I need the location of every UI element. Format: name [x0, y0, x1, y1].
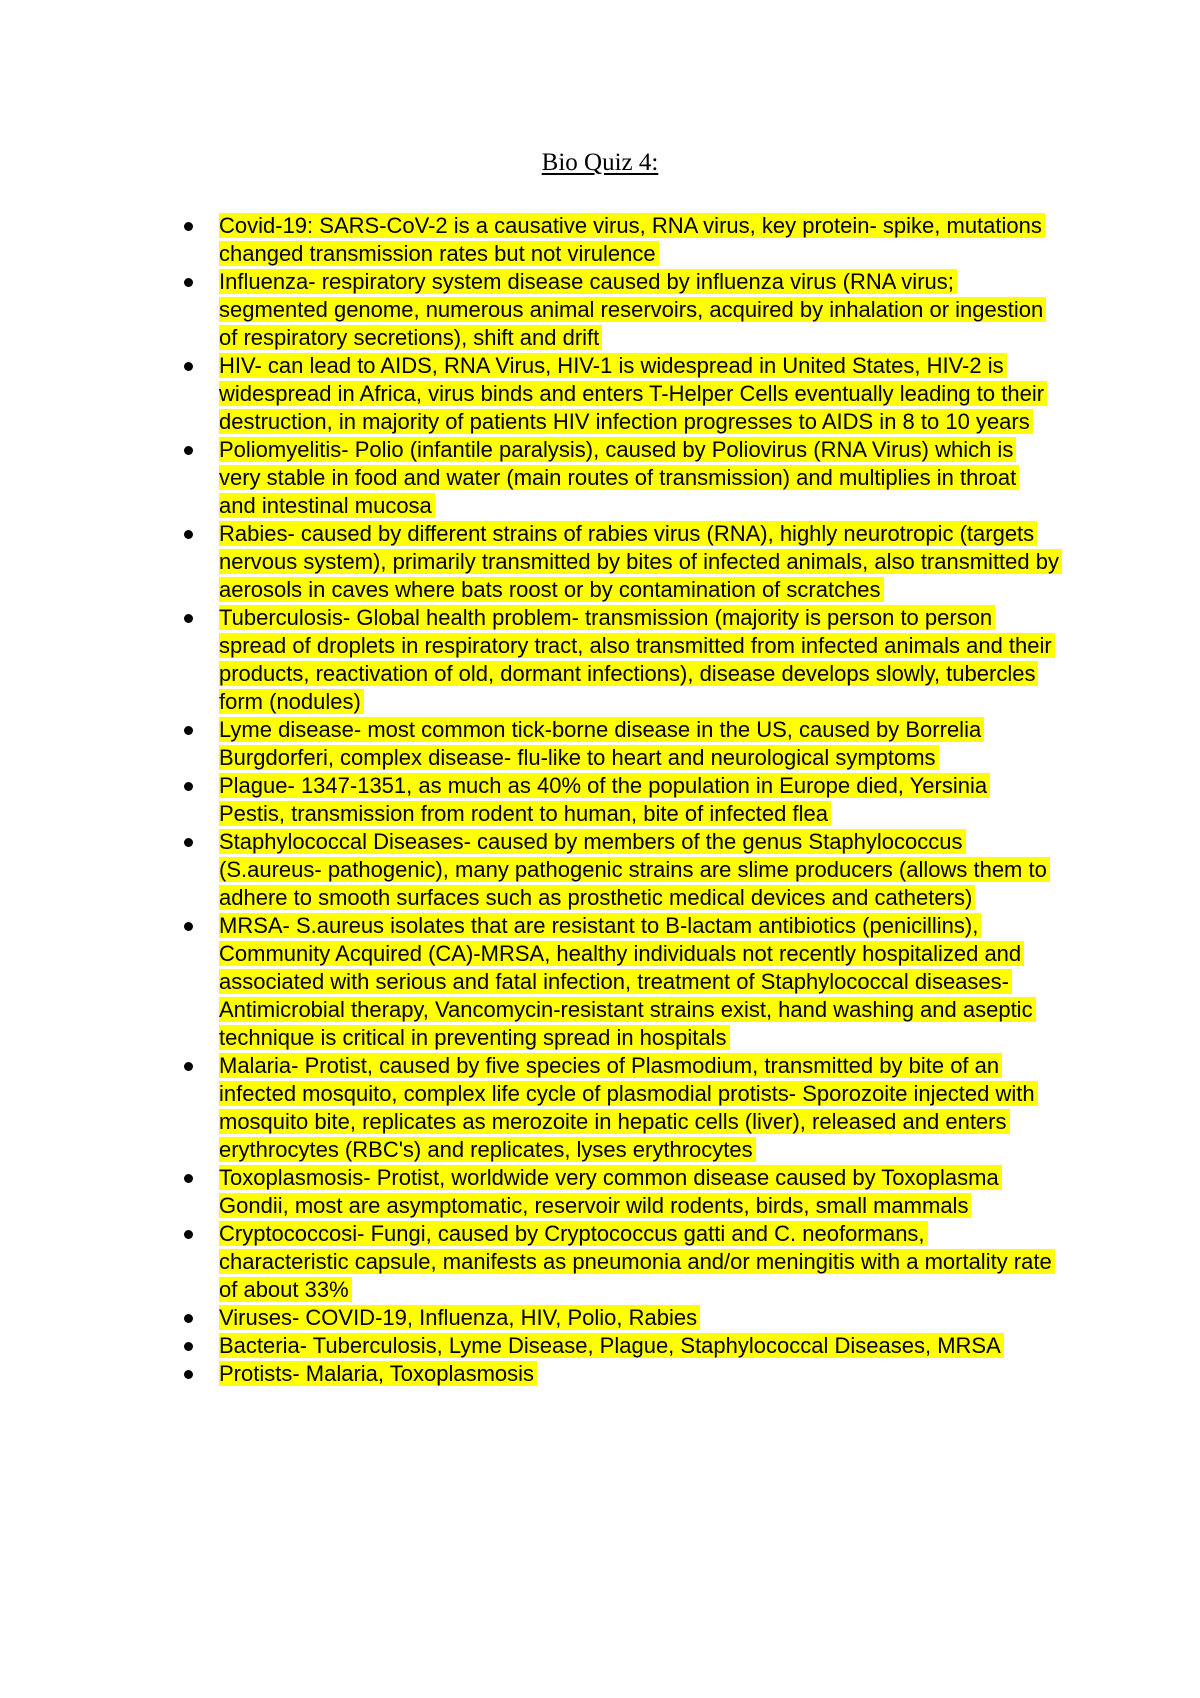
list-item-text: Influenza- respiratory system disease caused by influenza virus (RNA virus; segmented genome, numerous animal reservoirs, acquired by inhalation or ingestion of respiratory secretions), shift and drift — [219, 269, 1046, 350]
list-item-text: Cryptococcosi- Fungi, caused by Cryptococcus gatti and C. neoformans, characteristic capsule, manifests as pneumonia and/or meningitis with a mortality rate of about 33% — [219, 1221, 1055, 1302]
list-item — [0, 1220, 1059, 1304]
bullet-dot-icon — [184, 1230, 193, 1239]
bullet-dot-icon — [184, 614, 193, 623]
list-item-text: Malaria- Protist, caused by five species of Plasmodium, transmitted by bite of an infected mosquito, complex life cycle of plasmodial protists- Sporozoite injected with mosquito bite, replicates as merozoite in hepatic cells (liver), released and enters erythrocytes (RBC's) and replicates, lyses erythrocytes — [219, 1053, 1038, 1162]
bullet-dot-icon — [184, 530, 193, 539]
document-title: Bio Quiz 4: — [541, 149, 659, 176]
bullet-dot-icon — [184, 222, 193, 231]
bullet-dot-icon — [184, 362, 193, 371]
bullet-dot-icon — [184, 446, 193, 455]
list-item-text: Staphylococcal Diseases- caused by members of the genus Staphylococcus (S.aureus- pathogenic), many pathogenic strains are slime producers (allows them to adhere to smooth surfaces such as prosthetic medical devices and catheters) — [219, 829, 1050, 910]
list-item — [0, 212, 1059, 268]
list-item-text: Protists- Malaria, Toxoplasmosis — [219, 1361, 537, 1386]
bullet-list — [0, 212, 1200, 1388]
list-item — [0, 1304, 1059, 1332]
bullet-dot-icon — [184, 1370, 193, 1379]
bullet-dot-icon — [184, 1314, 193, 1323]
list-item — [0, 716, 1059, 772]
list-item-text: Poliomyelitis- Polio (infantile paralysis), caused by Poliovirus (RNA Virus) which is very stable in food and water (main routes of transmission) and multiplies in throat and intestinal mucosa — [219, 437, 1019, 518]
list-item — [0, 352, 1059, 436]
bullet-dot-icon — [184, 1174, 193, 1183]
list-item — [0, 1332, 1059, 1360]
list-item — [0, 1360, 1059, 1388]
list-item-text: Rabies- caused by different strains of rabies virus (RNA), highly neurotropic (targets nervous system), primarily transmitted by bites of infected animals, also transmitted by aerosols in caves where bats roost or by contamination of scratches — [219, 521, 1062, 602]
list-item-text: Tuberculosis- Global health problem- transmission (majority is person to person spread of droplets in respiratory tract, also transmitted from infected animals and their products, reactivation of old, dormant infections), disease develops slowly, tubercles form (nodules) — [219, 605, 1055, 714]
bullet-dot-icon — [184, 782, 193, 791]
list-item-text: Toxoplasmosis- Protist, worldwide very common disease caused by Toxoplasma Gondii, most are asymptomatic, reservoir wild rodents, birds, small mammals — [219, 1165, 1002, 1218]
list-item-text: Viruses- COVID-19, Influenza, HIV, Polio, Rabies — [219, 1305, 700, 1330]
list-item-text: Covid-19: SARS-CoV-2 is a causative virus, RNA virus, key protein- spike, mutations changed transmission rates but not virulence — [219, 213, 1045, 266]
list-item — [0, 1052, 1059, 1164]
list-item-text: Plague- 1347-1351, as much as 40% of the population in Europe died, Yersinia Pestis, transmission from rodent to human, bite of infected flea — [219, 773, 990, 826]
bullet-dot-icon — [184, 1342, 193, 1351]
bullet-dot-icon — [184, 838, 193, 847]
list-item — [0, 436, 1059, 520]
list-item-text: MRSA- S.aureus isolates that are resistant to B-lactam antibiotics (penicillins), Community Acquired (CA)-MRSA, healthy individuals not recently hospitalized and associated with serious and fatal infection, treatment of Staphylococcal diseases- Antimicrobial therapy, Vancomycin-resistant strains exist, hand washing and aseptic technique is critical in preventing spread in hospitals — [219, 913, 1036, 1050]
list-item — [0, 912, 1059, 1052]
list-item-text: HIV- can lead to AIDS, RNA Virus, HIV-1 is widespread in United States, HIV-2 is widespread in Africa, virus binds and enters T-Helper Cells eventually leading to their destruction, in majority of patients HIV infection progresses to AIDS in 8 to 10 years — [219, 353, 1047, 434]
bullet-dot-icon — [184, 278, 193, 287]
bullet-dot-icon — [184, 726, 193, 735]
list-item — [0, 268, 1059, 352]
list-item — [0, 772, 1059, 828]
list-item — [0, 604, 1059, 716]
bullet-dot-icon — [184, 922, 193, 931]
list-item — [0, 828, 1059, 912]
list-item-text: Lyme disease- most common tick-borne disease in the US, caused by Borrelia Burgdorferi, complex disease- flu-like to heart and neurological symptoms — [219, 717, 984, 770]
list-item — [0, 520, 1059, 604]
bullet-dot-icon — [184, 1062, 193, 1071]
list-item-text: Bacteria- Tuberculosis, Lyme Disease, Plague, Staphylococcal Diseases, MRSA — [219, 1333, 1004, 1358]
list-item — [0, 1164, 1059, 1220]
